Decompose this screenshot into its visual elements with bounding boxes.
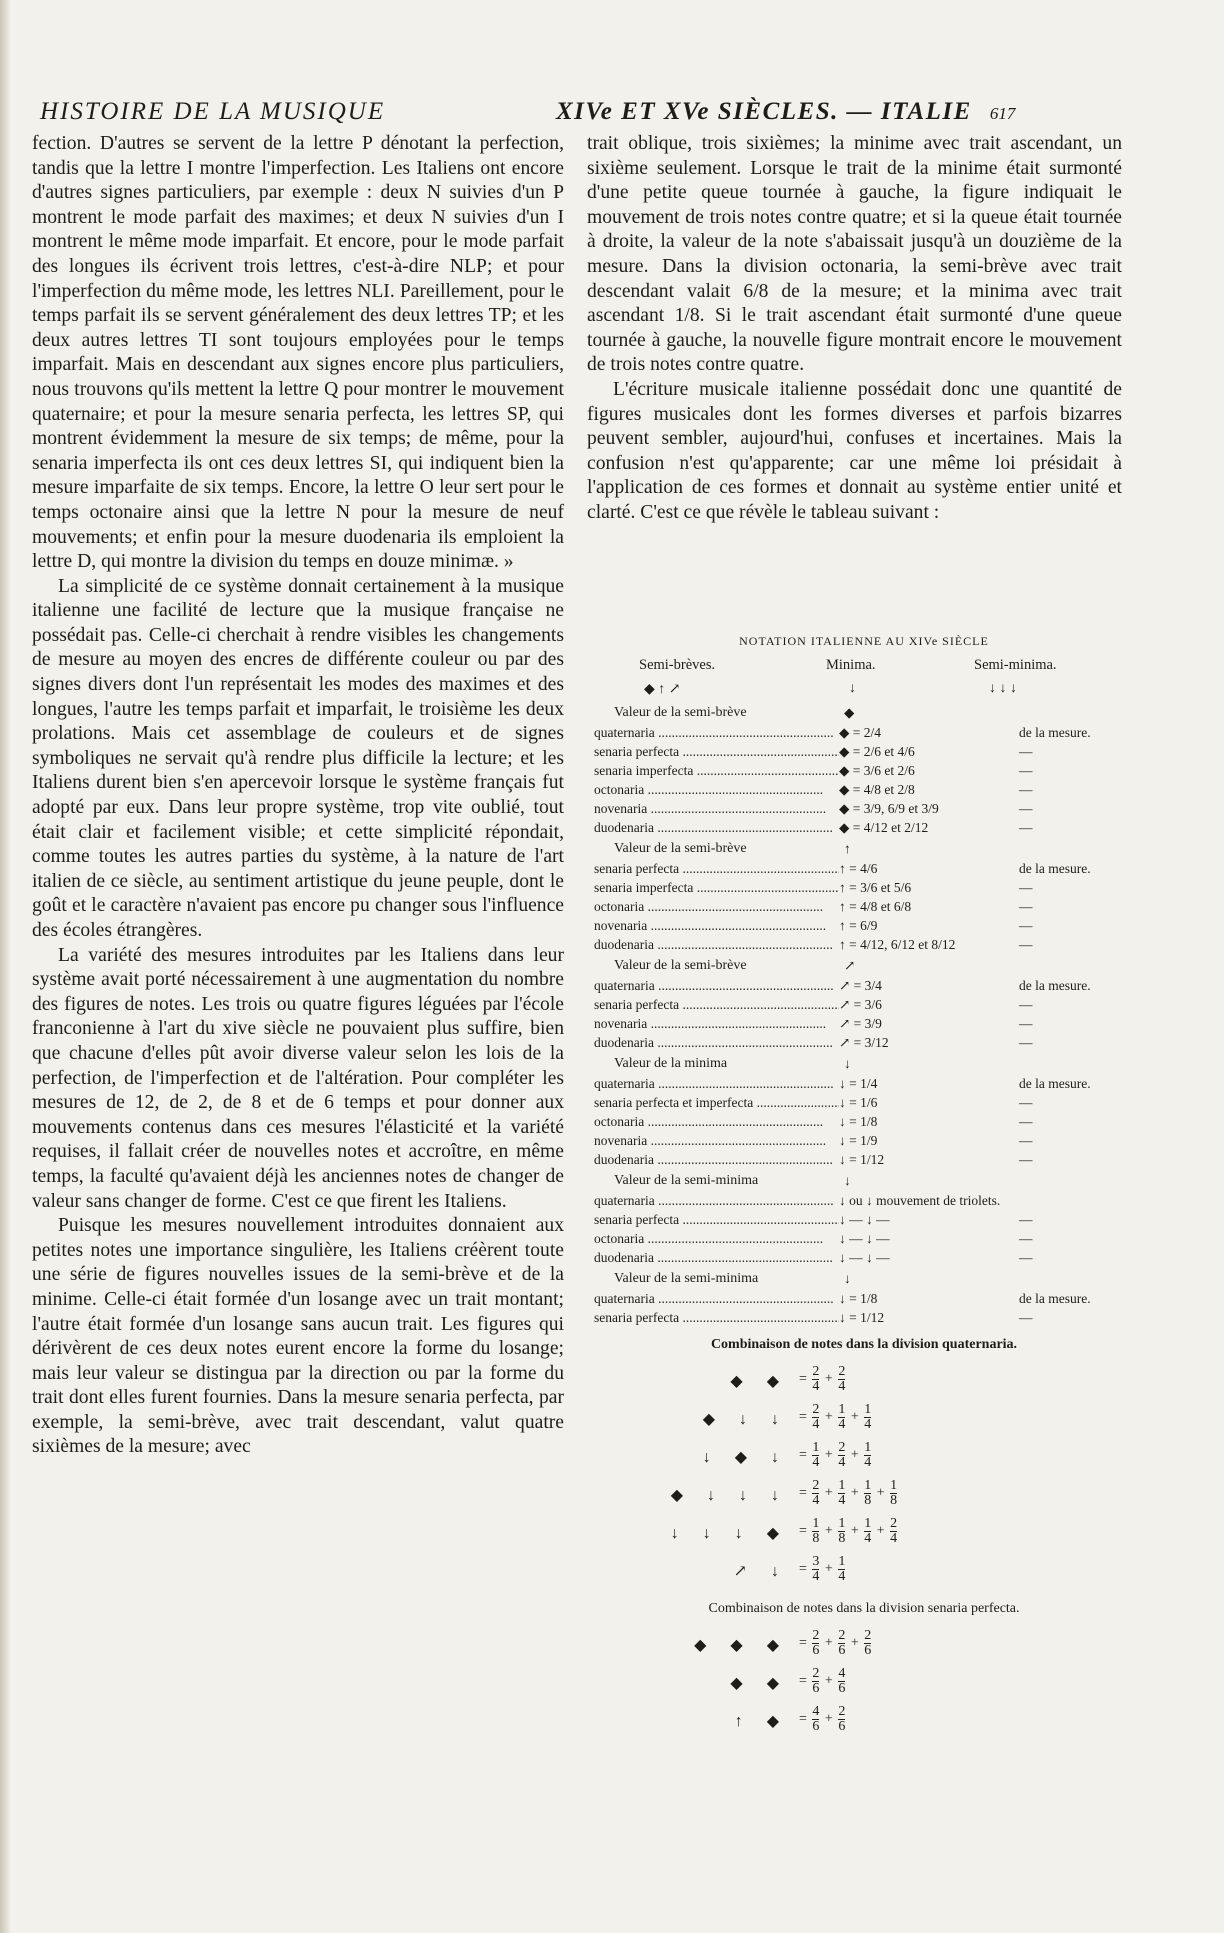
combination-row [594,1555,1134,1593]
paragraph: fection. D'autres se servent de la lettre P dénotant la perfection, tandis que la lettre I montre l'imperfection. Les Italiens ont encore d'autres signes particuliers, par exemple : deux N suivies d'un P montrent le mode parfait des maximes; et deux N suivies d'un I montrent le même mode imparfait. Et encore, pour le mode parfait des longues ils écrivent trois lettres, c'est-à-dire NLP; et pour l'imperfection du même mode, les lettres NLI. Pareillement, pour le temps parfait ils se servent généralement des deux lettres TP; et les deux autres lettres TI sont toujours employées pour le temps imparfait. Mais en descendant aux signes encore plus particuliers, nous trouvons qu'ils mettent la lettre Q pour montrer le mouvement quaternaire; et pour la mesure senaria perfecta, les lettres SP, qui montrent évidemment la mesure de six temps; de même, pour la senaria imperfecta ils ont ces deux lettres SI, qui indiquent bien la mesure imparfaite de six temps. Encore, la lettre O leur sert pour le temps octonaire ainsi que la lettre N pour la mesure de neuf mouvements; et enfin pour la mesure duodenaria ils emploient la lettre D, qui montre la division du temps en douze minimæ. » [32,133,564,573]
equals-sign: = [799,1635,811,1651]
note-symbol: ↓ [844,1271,851,1286]
equals-sign: = [799,1409,811,1425]
measure-name: novenaria ..... [594,801,839,817]
table-row [594,801,1134,820]
measure-value: ↗ = 3/12 [839,1035,889,1050]
measure-suffix: — [1019,1114,1033,1129]
measure-suffix: — [1019,1095,1033,1110]
table-caption: NOTATION ITALIENNE AU XIVe SIÈCLE [739,634,989,648]
measure-suffix: — [1019,1310,1033,1325]
combination-notes: ◆ ↓ ↓ ↓ [670,1487,789,1504]
measure-value: ↗ = 3/6 [839,997,882,1012]
measure-suffix: de la mesure. [1019,725,1091,740]
combo-senaria-title: Combinaison de notes dans la division senaria perfecta. [708,1601,1020,1616]
measure-name: quaternaria ..... [594,725,839,741]
measure-suffix: de la mesure. [1019,861,1091,876]
fraction [812,1479,819,1508]
equals-sign: = [799,1673,811,1689]
table-row [594,1291,1134,1310]
table-row [594,1114,1134,1133]
note-symbol: ↑ [844,841,851,856]
combination-notes: ◆ ↓ ↓ [702,1411,789,1428]
table-row [594,1310,1134,1329]
fraction [838,1555,845,1584]
measure-value: ↑ = 4/8 et 6/8 [839,899,912,914]
combination-row [594,1441,1134,1479]
plus-sign: + [821,1635,837,1651]
combination-formula [799,1705,847,1734]
table-row [594,1076,1134,1095]
combination-row [594,1629,1134,1667]
numerator: 1 [864,1478,872,1493]
fraction [838,1479,845,1508]
table-row [594,861,1134,880]
denominator: 4 [812,1455,820,1470]
plus-sign: + [821,1371,837,1387]
paragraph: L'écriture musicale italienne possédait donc une quantité de figures musicales dont les formes diverses et parfois bizarres peuvent sembler, aujourd'hui, confuses et incertaines. Mais la confusion n'est qu'apparente; car une même loi présidait à l'application de ces formes et donnait au système entier unité et clarté. C'est ce que révèle le tableau suivant : [587,378,1122,523]
page-spine-shadow [0,0,10,1933]
denominator: 6 [838,1719,846,1734]
combos-senaria [594,1629,1134,1743]
measure-name: senaria perfecta et imperfecta ..... [594,1095,839,1111]
fraction [812,1705,819,1734]
denominator: 4 [890,1531,898,1546]
running-header-title: XIVe ET XVe SIÈCLES. — ITALIE [556,98,972,125]
measure-suffix: — [1019,918,1033,933]
numerator: 2 [812,1364,820,1379]
fraction [812,1517,819,1546]
numerator: 2 [864,1628,872,1643]
denominator: 8 [812,1531,820,1546]
table-row [594,725,1134,744]
denominator: 8 [890,1493,898,1508]
combination-row [594,1365,1134,1403]
measure-value: ↓ — ↓ — [839,1231,890,1246]
measure-value: ↑ = 3/6 et 5/6 [839,880,912,895]
note-symbol: ↓ [844,1056,851,1071]
plus-sign: + [821,1561,837,1577]
measure-suffix: — [1019,1212,1033,1227]
equals-sign: = [799,1371,811,1387]
note-symbol: ◆ [844,705,855,720]
combination-notes: ↗ ↓ [733,1563,789,1580]
measure-value: ◆ = 4/12 et 2/12 [839,820,929,835]
equals-sign: = [799,1485,811,1501]
denominator: 6 [864,1643,872,1658]
measure-suffix: — [1019,1016,1033,1031]
denominator: 4 [812,1493,820,1508]
numerator: 3 [812,1554,820,1569]
denominator: 4 [812,1569,820,1584]
denominator: 4 [838,1569,846,1584]
denominator: 6 [812,1643,820,1658]
measure-value: ↑ = 4/12, 6/12 et 8/12 [839,937,956,952]
fraction [890,1517,897,1546]
paragraph: La variété des mesures introduites par les Italiens dans leur système avait porté nécessairement à une augmentation du nombre des figures de notes. Les trois ou quatre figures léguées par l'école franconienne à l'art du xive siècle ne pouvaient plus suffire, bien que chacune d'elles pût avoir diverse valeur selon les lois de la perfection, de l'imperfection et de l'altération. Pour compléter les mesures de 12, de 2, de 8 et de 6 temps et pour donner aux mouvements contenus dans ces mesures l'élasticité et la variété requises, il fallait créer de nouvelles notes et accroître, en même temps, la faculté qu'avaient déjà les anciennes notes de changer de valeur sans changer de forme. C'est ce que firent les Italiens. [32,944,564,1212]
numerator: 1 [838,1402,846,1417]
measure-value: ↓ — ↓ — [839,1212,890,1227]
combination-row [594,1403,1134,1441]
numerator: 1 [812,1440,820,1455]
numerator: 2 [838,1440,846,1455]
numerator: 4 [812,1704,820,1719]
table-row [594,782,1134,801]
measure-suffix: de la mesure. [1019,978,1091,993]
table-row [594,820,1134,839]
numerator: 1 [890,1478,898,1493]
plus-sign: + [847,1447,863,1463]
fraction [838,1629,845,1658]
numerator: 2 [838,1704,846,1719]
numerator: 1 [812,1516,820,1531]
fraction [812,1555,819,1584]
paragraph: La simplicité de ce système donnait certainement à la musique italienne une facilité de lecture que la musique française ne possédait pas. Celle-ci cherchait à rendre visibles les changements de mesure au moyen des encres de différente couleur ou par des signes divers dont l'un représentait les modes des maximes et des longues, l'autre les temps parfait et imparfait, le troisième les deux prolations. Mais cet assemblage de couleurs et de signes symboliques ne servait qu'à rendre plus difficile la lecture; et les Italiens durent bien s'en apercevoir lorsque le système français fut adopté par eux. Dans leur propre système, trop vite oublié, tout était clair et facilement visible; et cette simplicité répondait, comme toutes les autres parties du système, à la nature de l'art italien de ce siècle, au sentiment artistique du jeune peuple, dont le goût et le caractère n'avaient pas encore pu changer sous l'influence des écoles étrangères. [32,575,564,941]
plus-sign: + [873,1485,889,1501]
denominator: 4 [838,1493,846,1508]
denominator: 6 [812,1681,820,1696]
notation-table [594,634,1134,1743]
section-heading [594,956,1134,978]
denominator: 6 [838,1643,846,1658]
fraction [812,1441,819,1470]
denominator: 4 [838,1417,846,1432]
denominator: 4 [864,1417,872,1432]
denominator: 4 [838,1455,846,1470]
table-row [594,899,1134,918]
section-label: Valeur de la semi-brève [614,958,747,973]
combination-row [594,1517,1134,1555]
combination-notes: ↓ ◆ ↓ [702,1449,789,1466]
measure-value: ↓ — ↓ — [839,1250,890,1265]
section-heading [594,703,1134,725]
numerator: 4 [838,1666,846,1681]
combination-notes: ↑ ◆ [734,1713,789,1730]
note-symbol: ↓ [844,1173,851,1188]
measure-suffix: — [1019,899,1033,914]
measure-suffix: — [1019,1152,1033,1167]
plus-sign: + [873,1523,889,1539]
section-label: Valeur de la minima [614,1056,728,1071]
measure-value: ↓ = 1/12 [839,1152,885,1167]
section-heading [594,1054,1134,1076]
plus-sign: + [847,1635,863,1651]
numerator: 1 [838,1516,846,1531]
combo-quaternaria-title: Combinaison de notes dans la division quaternaria. [710,1337,1018,1352]
table-row [594,1250,1134,1269]
denominator: 4 [812,1417,820,1432]
table-row [594,1016,1134,1035]
paragraph: trait oblique, trois sixièmes; la minime avec trait ascendant, un sixième seulement. Lorsque le trait de la minime était surmonté d'une petite queue tournée à gauche, la figure indiquait le mouvement de trois notes contre quatre; et si la queue était tournée à droite, la valeur de la note s'abaissait jusqu'à un douzième de la mesure. Dans la division octonaria, la semi-brève avec trait descendant valait 6/8 de la mesure; et la minima avec trait ascendant 1/8. Si le trait ascendant était surmonté d'une queue tournée à gauche, la nouvelle figure montrait encore le mouvement de trois notes contre quatre. [587,133,1122,376]
semiminima-note-glyphs: ↓ ↓ ↓ [989,681,1017,696]
measure-name: senaria perfecta ..... [594,861,839,877]
combination-formula [799,1365,847,1394]
paragraph: Puisque les mesures nouvellement introduites donnaient aux petites notes une importance singulière, les Italiens créèrent toute une série de figures nouvelles issues de la semi-brève et de la minime. Celle-ci était formée d'un losange avec un trait montant; l'autre était formée d'un losange sans aucun trait. Les figures qui dérivèrent de ces deux notes eurent encore la forme du losange; mais leur valeur se distingua par la direction ou par la forme du trait dont elles furent fournies. Dans la mesure senaria perfecta, par exemple, la semi-brève, avec trait descendant, valut quatre sixièmes de la mesure; avec [32,1215,564,1458]
plus-sign: + [821,1673,837,1689]
section-heading [594,839,1134,861]
table-row [594,997,1134,1016]
combination-notes: ◆ ◆ [730,1373,789,1390]
fraction [812,1667,819,1696]
measure-value: ◆ = 3/6 et 2/6 [839,763,915,778]
measure-suffix: — [1019,1231,1033,1246]
combination-formula [799,1629,873,1658]
denominator: 6 [838,1681,846,1696]
measure-value: ↓ = 1/9 [839,1133,878,1148]
measure-value: ↗ = 3/9 [839,1016,882,1031]
combination-notes: ↓ ↓ ↓ ◆ [670,1525,789,1542]
numerator: 2 [838,1628,846,1643]
combination-formula [799,1441,873,1470]
combination-notes: ◆ ◆ ◆ [694,1637,789,1654]
section-heading [594,1269,1134,1291]
numerator: 1 [838,1478,846,1493]
measure-value: ↓ = 1/12 [839,1310,885,1325]
fraction [838,1517,845,1546]
fraction [838,1441,845,1470]
plus-sign: + [847,1523,863,1539]
measure-value: ↓ = 1/8 [839,1114,878,1129]
combination-formula [799,1517,899,1546]
page-number: 617 [989,104,1016,123]
denominator: 8 [838,1531,846,1546]
fraction [838,1667,845,1696]
numerator: 2 [838,1364,846,1379]
section-label: Valeur de la semi-minima [614,1271,759,1286]
table-header [594,657,1134,703]
measure-suffix: de la mesure. [1019,1076,1091,1091]
fraction [864,1441,871,1470]
combination-formula [799,1403,873,1432]
measure-suffix: — [1019,763,1033,778]
measure-value: ↗ = 3/4 [839,978,882,993]
plus-sign: + [847,1485,863,1501]
table-row [594,1231,1134,1250]
section-heading [594,1171,1134,1193]
measure-value: ↓ = 1/4 [839,1076,878,1091]
plus-sign: + [821,1711,837,1727]
plus-sign: + [821,1447,837,1463]
equals-sign: = [799,1523,811,1539]
measure-name: octonaria ..... [594,782,839,798]
numerator: 2 [812,1402,820,1417]
measure-value: ↓ ou ↓ mouvement de triolets. [839,1193,1001,1208]
measure-value: ◆ = 2/6 et 4/6 [839,744,915,759]
table-row [594,937,1134,956]
denominator: 4 [864,1455,872,1470]
combination-formula [799,1479,899,1508]
combination-row [594,1479,1134,1517]
measure-name: senaria imperfecta ..... [594,880,839,896]
combination-formula [799,1667,847,1696]
measure-suffix: — [1019,782,1033,797]
combos-quaternaria [594,1365,1134,1593]
table-row [594,1212,1134,1231]
semibreve-note-glyphs: ◆ ↑ ↗ [644,682,681,697]
measure-name: octonaria ..... [594,899,839,915]
right-column [587,132,1122,526]
fraction [838,1365,845,1394]
measure-name: senaria perfecta ..... [594,997,839,1013]
table-row [594,978,1134,997]
measure-name: senaria perfecta ..... [594,1212,839,1228]
header-semibreves: Semi-brèves. [639,657,716,673]
table-row [594,1133,1134,1152]
measure-suffix: de la mesure. [1019,1291,1091,1306]
measure-name: senaria imperfecta ..... [594,763,839,779]
header-minima: Minima. [826,657,876,673]
note-symbol: ↗ [844,958,856,973]
running-header-left: HISTOIRE DE LA MUSIQUE [40,98,386,125]
measure-suffix: — [1019,1133,1033,1148]
table-row [594,918,1134,937]
numerator: 1 [864,1516,872,1531]
plus-sign: + [821,1409,837,1425]
measure-name: duodenaria ..... [594,1250,839,1266]
combination-formula [799,1555,847,1584]
minima-note-glyph: ↓ [849,681,856,696]
measure-name: quaternaria ..... [594,1291,839,1307]
fraction [864,1629,871,1658]
measure-value: ◆ = 3/9, 6/9 et 3/9 [839,801,939,816]
numerator: 2 [812,1666,820,1681]
measure-name: octonaria ..... [594,1231,839,1247]
equals-sign: = [799,1561,811,1577]
section-label: Valeur de la semi-brève [614,841,747,856]
equals-sign: = [799,1447,811,1463]
measure-name: novenaria ..... [594,1133,839,1149]
table-row [594,744,1134,763]
fraction [812,1629,819,1658]
table-row [594,1035,1134,1054]
denominator: 4 [812,1379,820,1394]
fraction [864,1479,871,1508]
equals-sign: = [799,1711,811,1727]
measure-name: duodenaria ..... [594,1035,839,1051]
measure-value: ↑ = 6/9 [839,918,878,933]
denominator: 8 [864,1493,872,1508]
measure-suffix: — [1019,820,1033,835]
measure-name: duodenaria ..... [594,1152,839,1168]
section-label: Valeur de la semi-minima [614,1173,759,1188]
numerator: 1 [864,1402,872,1417]
combination-row [594,1667,1134,1705]
measure-name: quaternaria ..... [594,1193,839,1209]
running-header-right [556,98,1015,126]
combination-notes: ◆ ◆ [730,1675,789,1692]
measure-value: ↓ = 1/8 [839,1291,878,1306]
table-row [594,763,1134,782]
table-sections [594,703,1134,1329]
measure-name: senaria perfecta ..... [594,744,839,760]
denominator: 4 [864,1531,872,1546]
numerator: 2 [812,1628,820,1643]
measure-value: ↑ = 4/6 [839,861,878,876]
measure-suffix: — [1019,1250,1033,1265]
section-label: Valeur de la semi-brève [614,705,747,720]
numerator: 1 [838,1554,846,1569]
measure-suffix: — [1019,1035,1033,1050]
plus-sign: + [821,1523,837,1539]
measure-suffix: — [1019,880,1033,895]
fraction [864,1403,871,1432]
fraction [864,1517,871,1546]
measure-value: ◆ = 2/4 [839,725,881,740]
table-row [594,1152,1134,1171]
measure-name: duodenaria ..... [594,820,839,836]
table-row [594,880,1134,899]
numerator: 2 [812,1478,820,1493]
table-row [594,1095,1134,1114]
measure-suffix: — [1019,744,1033,759]
measure-name: quaternaria ..... [594,1076,839,1092]
numerator: 2 [890,1516,898,1531]
fraction [812,1365,819,1394]
combination-row [594,1705,1134,1743]
fraction [838,1705,845,1734]
fraction [838,1403,845,1432]
measure-value: ↓ = 1/6 [839,1095,878,1110]
denominator: 6 [812,1719,820,1734]
measure-name: senaria perfecta ..... [594,1310,839,1326]
measure-suffix: — [1019,937,1033,952]
measure-name: novenaria ..... [594,918,839,934]
measure-value: ◆ = 4/8 et 2/8 [839,782,915,797]
measure-name: novenaria ..... [594,1016,839,1032]
measure-name: octonaria ..... [594,1114,839,1130]
measure-suffix: — [1019,997,1033,1012]
measure-name: quaternaria ..... [594,978,839,994]
left-column [32,132,564,1460]
table-row [594,1193,1134,1212]
header-semiminima: Semi-minima. [974,657,1057,673]
numerator: 1 [864,1440,872,1455]
plus-sign: + [821,1485,837,1501]
plus-sign: + [847,1409,863,1425]
denominator: 4 [838,1379,846,1394]
fraction [890,1479,897,1508]
measure-suffix: — [1019,801,1033,816]
measure-name: duodenaria ..... [594,937,839,953]
fraction [812,1403,819,1432]
